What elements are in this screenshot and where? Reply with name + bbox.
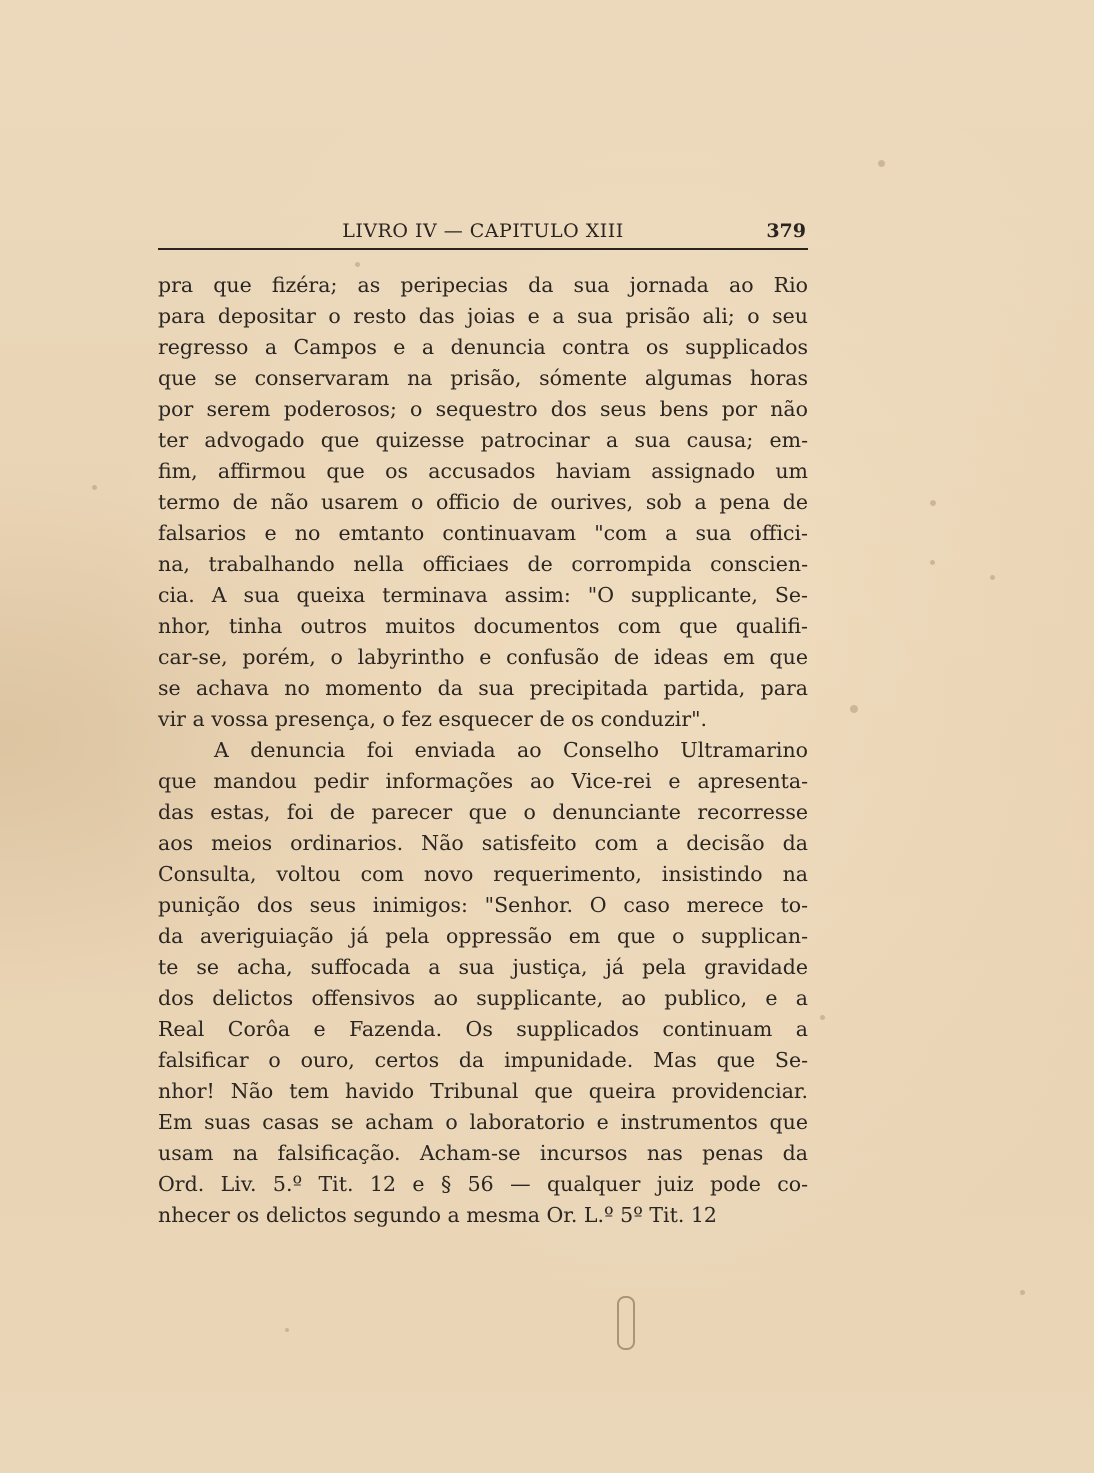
- foxing-spot: [820, 1015, 825, 1020]
- text-line: te se acha, suffocada a sua justiça, já pela gravidade: [158, 955, 808, 979]
- foxing-spot: [355, 262, 360, 267]
- page-number: 379: [766, 220, 806, 242]
- text-line: pra que fizéra; as peripecias da sua jornada ao Rio: [158, 273, 808, 297]
- text-line: car-se, porém, o labyrintho e confusão de ideas em que: [158, 645, 808, 669]
- text-line: Consulta, voltou com novo requerimento, insistindo na: [158, 862, 808, 886]
- header-title: LIVRO IV — CAPITULO XIII: [342, 220, 624, 242]
- text-line: nhor, tinha outros muitos documentos com que qualifi-: [158, 614, 808, 638]
- text-line: das estas, foi de parecer que o denunciante recorresse: [158, 800, 808, 824]
- text-line: falsificar o ouro, certos da impunidade. Mas que Se-: [158, 1048, 808, 1072]
- body-text: [158, 270, 808, 1231]
- text-line: na, trabalhando nella officiaes de corrompida conscien-: [158, 552, 808, 576]
- text-line: nhecer os delictos segundo a mesma Or. L.º 5º Tit. 12: [158, 1203, 717, 1227]
- foxing-spot: [92, 485, 97, 490]
- foxing-spot: [930, 560, 935, 565]
- text-line: que mandou pedir informações ao Vice-rei e apresenta-: [158, 769, 808, 793]
- text-line: punição dos seus inimigos: "Senhor. O caso merece to-: [158, 893, 808, 917]
- text-line: regresso a Campos e a denuncia contra os supplicados: [158, 335, 808, 359]
- foxing-spot: [930, 500, 936, 506]
- text-line: fim, affirmou que os accusados haviam assignado um: [158, 459, 808, 483]
- text-line: cia. A sua queixa terminava assim: "O supplicante, Se-: [158, 583, 808, 607]
- running-header: [158, 218, 808, 250]
- text-line: Real Corôa e Fazenda. Os supplicados continuam a: [158, 1017, 808, 1041]
- foxing-spot: [878, 160, 885, 167]
- text-line: que se conservaram na prisão, sómente algumas horas: [158, 366, 808, 390]
- paper-stain: [617, 1296, 635, 1350]
- text-line: dos delictos offensivos ao supplicante, ao publico, e a: [158, 986, 808, 1010]
- text-line: por serem poderosos; o sequestro dos seus bens por não: [158, 397, 808, 421]
- foxing-spot: [285, 1328, 289, 1332]
- text-line: vir a vossa presença, o fez esquecer de os conduzir".: [158, 707, 708, 731]
- text-line: se achava no momento da sua precipitada partida, para: [158, 676, 808, 700]
- text-line: usam na falsificação. Acham-se incursos nas penas da: [158, 1141, 808, 1165]
- text-line: da averiguiação já pela oppressão em que o supplican-: [158, 924, 808, 948]
- text-line: termo de não usarem o officio de ourives, sob a pena de: [158, 490, 808, 514]
- text-line: falsarios e no emtanto continuavam "com a sua offici-: [158, 521, 808, 545]
- foxing-spot: [1020, 1290, 1025, 1295]
- foxing-spot: [990, 575, 995, 580]
- text-line: aos meios ordinarios. Não satisfeito com a decisão da: [158, 831, 808, 855]
- text-line: A denuncia foi enviada ao Conselho Ultramarino: [214, 738, 808, 762]
- text-line: Em suas casas se acham o laboratorio e instrumentos que: [158, 1110, 808, 1134]
- text-line: Ord. Liv. 5.º Tit. 12 e § 56 — qualquer juiz pode co-: [158, 1172, 808, 1196]
- text-line: para depositar o resto das joias e a sua prisão ali; o seu: [158, 304, 808, 328]
- text-line: ter advogado que quizesse patrocinar a sua causa; em-: [158, 428, 808, 452]
- text-line: nhor! Não tem havido Tribunal que queira providenciar.: [158, 1079, 808, 1103]
- foxing-spot: [850, 705, 858, 713]
